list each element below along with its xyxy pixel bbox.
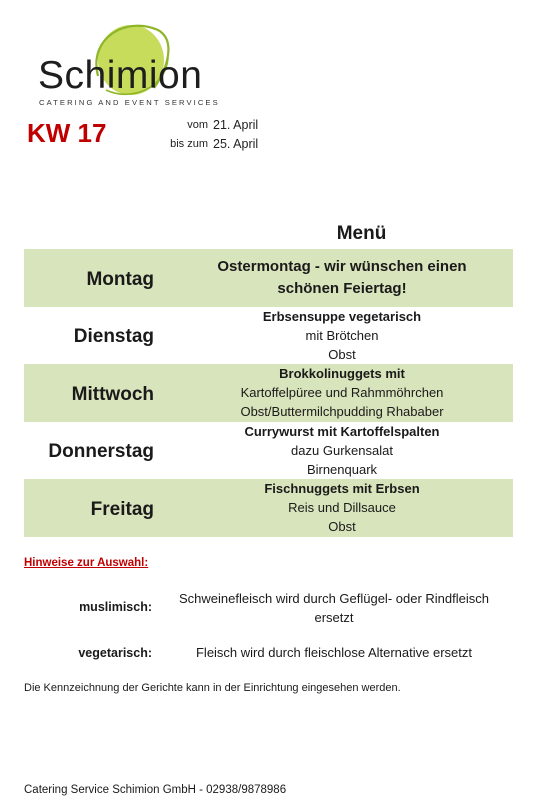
from-label: vom xyxy=(187,118,208,131)
info-text: Die Kennzeichnung der Gerichte kann in der Einrichtung eingesehen werden. xyxy=(24,682,401,694)
footer-contact: Catering Service Schimion GmbH - 02938/9878986 xyxy=(24,784,287,796)
table-row xyxy=(24,249,513,307)
meal-line: Reis und Dillsauce xyxy=(288,500,396,516)
notes-heading: Hinweise zur Auswahl: xyxy=(24,557,149,569)
company-logo xyxy=(36,18,226,113)
muslim-note: Schweinefleisch wird durch Geflügel- oder Rindfleisch ersetzt xyxy=(179,591,489,625)
meal-line: schönen Feiertag! xyxy=(277,279,407,297)
meal-line: Birnenquark xyxy=(306,461,378,477)
meal-cell xyxy=(171,249,513,307)
meal-line: Kartoffelpüree und Rahmmöhrchen xyxy=(240,385,444,401)
day-label: Montag xyxy=(86,268,154,290)
table-row xyxy=(24,422,513,480)
meal-line: dazu Gurkensalat xyxy=(291,442,393,458)
meal-line: Currywurst mit Kartoffelspalten xyxy=(244,423,440,439)
meal-cell xyxy=(171,364,513,422)
vegetarian-label: vegetarisch: xyxy=(78,646,152,660)
table-row xyxy=(24,307,513,365)
from-date: 21. April xyxy=(213,117,259,132)
date-range xyxy=(160,115,258,153)
meal-cell xyxy=(171,307,513,365)
day-label: Donnerstag xyxy=(48,441,154,463)
meal-cell xyxy=(171,422,513,480)
logo-name: Schimion xyxy=(38,54,203,97)
menu-table xyxy=(24,249,513,537)
muslim-label: muslimisch: xyxy=(79,600,152,614)
meal-line: Obst/Buttermilchpudding Rhababer xyxy=(240,404,444,420)
meal-line: Erbsensuppe vegetarisch xyxy=(262,308,422,324)
to-date: 25. April xyxy=(213,136,259,151)
meal-line: Ostermontag - wir wünschen einen xyxy=(217,257,467,275)
meal-line: Obst xyxy=(328,346,356,362)
to-label: bis zum xyxy=(170,137,208,150)
table-row xyxy=(24,479,513,537)
menu-heading: Menü xyxy=(336,223,387,244)
vegetarian-note: Fleisch wird durch fleischlose Alternative ersetzt xyxy=(195,645,472,660)
day-label: Mittwoch xyxy=(71,383,154,405)
logo-subtitle: CATERING AND EVENT SERVICES xyxy=(39,98,220,107)
meal-line: Fischnuggets mit Erbsen xyxy=(264,481,420,497)
table-row xyxy=(24,364,513,422)
day-label: Dienstag xyxy=(73,326,154,348)
meal-line: mit Brötchen xyxy=(305,327,379,343)
day-label: Freitag xyxy=(90,498,154,520)
meal-line: Obst xyxy=(328,519,356,535)
week-number: KW 17 xyxy=(27,118,107,148)
meal-cell xyxy=(171,479,513,537)
meal-line: Brokkolinuggets mit xyxy=(279,366,405,382)
